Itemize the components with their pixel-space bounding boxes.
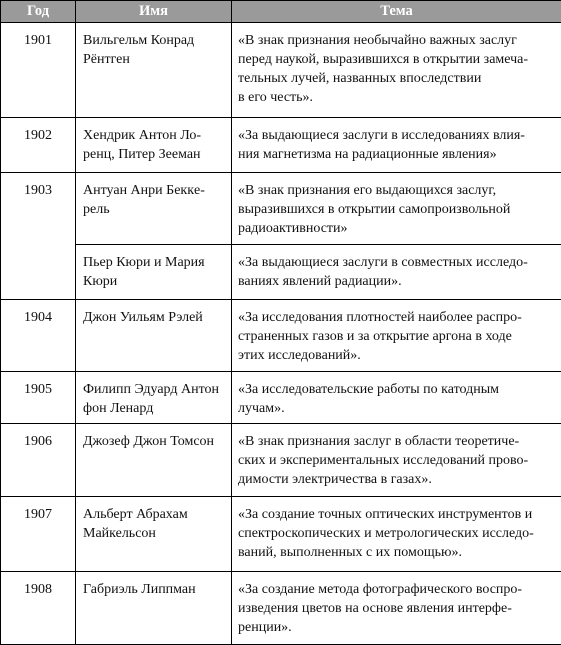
topic-line: «За исследования плотностей наиболее распро- [238,308,557,327]
name-line: Рёнтген [83,50,227,69]
year-cell: 1906 [1,424,76,497]
year-cell: 1908 [1,572,76,645]
column-header-year: Год [1,1,76,23]
topic-cell [232,497,561,572]
table-row [1,245,561,300]
name-cell [76,424,232,497]
name-line: Габриэль Липпман [83,580,227,599]
name-line: Кюри [83,272,227,291]
name-cell [76,245,232,300]
topic-line: страненных газов и за открытие аргона в ходе [238,327,557,346]
name-line: Антуан Анри Беккe- [83,181,227,200]
topic-cell [232,173,561,245]
name-cell [76,173,232,245]
topic-line: тельных лучей, названных впоследствии [238,69,557,88]
name-line: Майкельсон [83,524,227,543]
topic-line: «За исследовательские работы по катодным [238,380,557,399]
table-row [1,173,561,245]
topic-line: ваниях явлений радиации». [238,272,557,291]
column-header-name: Имя [76,1,232,23]
column-header-topic: Тема [232,1,561,23]
topic-line: «В знак признания необычайно важных заслуг [238,31,557,50]
topic-cell [232,300,561,372]
topic-line: димости электричества в газах». [238,470,557,489]
topic-cell [232,372,561,424]
topic-line: выразившихся в открытии самопроизвольной [238,200,557,219]
topic-line: «За создание точных оптических инструментов и [238,505,557,524]
year-cell: 1902 [1,118,76,173]
topic-line: «За выдающиеся заслуги в исследованиях влия- [238,126,557,145]
name-line: Джозеф Джон Томсон [83,432,227,451]
topic-line: «За выдающиеся заслуги в совместных исследо- [238,253,557,272]
name-line: ренц, Питер Зееман [83,145,227,164]
name-cell [76,23,232,118]
name-line: Филипп Эдуард Антон [83,380,227,399]
table-row [1,572,561,645]
year-cell: 1907 [1,497,76,572]
topic-line: ния магнетизма на радиационные явления» [238,145,557,164]
topic-cell [232,424,561,497]
topic-cell [232,23,561,118]
table-row [1,118,561,173]
topic-line: «За создание метода фотографического воспро- [238,580,557,599]
topic-cell [232,245,561,300]
name-line: Альберт Абрахам [83,505,227,524]
name-line: Хендрик Антон Ло- [83,126,227,145]
year-cell: 1905 [1,372,76,424]
topic-line: ваний, выполненных с их помощью». [238,543,557,562]
name-cell [76,372,232,424]
table-row [1,372,561,424]
topic-line: ских и экспериментальных исследований прово- [238,451,557,470]
topic-cell [232,118,561,173]
name-line: Пьер Кюри и Мария [83,253,227,272]
name-line: фон Ленард [83,399,227,418]
table-header-row [1,1,561,23]
table-row [1,300,561,372]
topic-line: лучам». [238,399,557,418]
name-cell [76,118,232,173]
topic-line: радиоактивности» [238,219,557,238]
name-line: Джон Уильям Рэлей [83,308,227,327]
topic-line: «В знак признания его выдающихся заслуг, [238,181,557,200]
table-row [1,424,561,497]
topic-cell [232,572,561,645]
topic-line: ренции». [238,618,557,637]
topic-line: «В знак признания заслуг в области теоретиче- [238,432,557,451]
name-cell [76,572,232,645]
topic-line: спектроскопических и метрологических исследо- [238,524,557,543]
name-cell [76,497,232,572]
topic-line: перед наукой, выразившихся в открытии замеча- [238,50,557,69]
year-cell: 1903 [1,173,76,300]
year-cell: 1904 [1,300,76,372]
name-cell [76,300,232,372]
table-row [1,23,561,118]
name-line: рель [83,200,227,219]
topic-line: этих исследований». [238,346,557,365]
topic-line: изведения цветов на основе явления интерфе- [238,599,557,618]
topic-line: в его честь». [238,88,557,107]
year-cell: 1901 [1,23,76,118]
name-line: Вильгельм Конрад [83,31,227,50]
table-row [1,497,561,572]
